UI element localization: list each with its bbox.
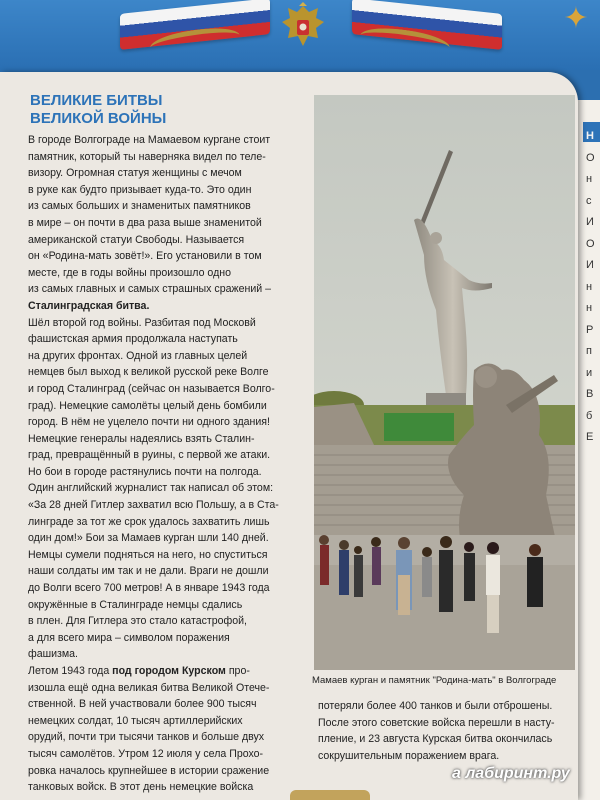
text-line: в руке как будто призывает куда-то. Это один [28, 183, 252, 196]
text-line: В городе Волгограде на Мамаевом кургане стоит [28, 134, 271, 146]
text-line: фашистская армия продолжала наступать [28, 333, 238, 346]
text-line: Немецкие генералы надеялись взять Сталин- [28, 432, 255, 445]
text-line: Один английский журналист так написал об этом: [28, 482, 274, 495]
side-letter: И [586, 259, 594, 271]
text-line: месте, где в годы войны произошло одно [28, 266, 231, 279]
text-line: изошла ещё одна великая битва Великой Отече- [28, 681, 270, 694]
text-line: город. В нём не уцелело почти ни одного здания! [28, 416, 270, 429]
text-line: из самых больших и знаменитых памятников [28, 200, 251, 213]
watermark: а лабиринт.ру [452, 765, 570, 782]
side-letter: н [586, 302, 593, 314]
side-letter: Е [586, 431, 594, 443]
top-banner [0, 0, 600, 70]
text-line: в мире – он почти в два раза выше знаменитой [28, 216, 262, 229]
text-line: сокрушительным поражением врага. [318, 749, 500, 762]
side-letter: Р [586, 323, 594, 336]
kursk-prefix: Летом 1943 года [28, 665, 113, 677]
text-line: ровка началось крупнейшее в истории сражение [28, 764, 270, 777]
bottom-ornament [290, 790, 370, 800]
side-letter: И [586, 216, 594, 228]
text-line: американской статуи Свободы. Называется [28, 233, 245, 246]
text-line-bold [28, 298, 318, 315]
text-line: и город Сталинград (сейчас он называется Волго- [28, 382, 275, 395]
text-line: Но бои в городе растянулись почти на полгода. [28, 465, 262, 478]
text-line: линграде за тот же срок удалось захватить лишь [28, 515, 270, 528]
text-line: в плен. Для Гитлера это стало катастрофой, [28, 615, 247, 628]
photo-caption: Мамаев курган и памятник "Родина-мать" в Волгограде [312, 675, 557, 686]
text-line: на других фронтах. Одной из главных целей [28, 349, 248, 362]
text-line: памятник, который ты наверняка видел по теле- [28, 150, 266, 163]
mamayev-kurgan-illustration [314, 95, 575, 670]
text-line: до Волги всего 700 метров! А в январе 1943 года [28, 582, 270, 595]
side-letter: В [586, 388, 594, 400]
side-letter: с [586, 194, 592, 207]
adjacent-heading-letter: Н [586, 130, 594, 142]
text-line: немецких солдат, 10 тысяч артиллерийских [28, 714, 243, 727]
memorial-photo [314, 95, 575, 670]
text-line: из самых главных и самых страшных сражений – [28, 283, 271, 296]
text-line: наши солдаты им так и не дали. Враги не дошли [28, 565, 269, 578]
section-heading [30, 92, 300, 128]
text-line: пление, и 23 августа Курская битва окончилась [318, 733, 553, 746]
side-letter: О [586, 237, 595, 250]
bold-kursk: под городом Курском [112, 665, 226, 677]
side-letter: п [586, 345, 592, 357]
heading-line-1: ВЕЛИКИЕ БИТВЫ [30, 92, 163, 109]
text-line: немцев был выход к великой русской реке Волге [28, 366, 269, 379]
adjacent-page-text [586, 126, 600, 449]
text-line: он «Родина-мать зовёт!». Его установили в том [28, 250, 262, 263]
text-line: Шёл второй год войны. Разбитая под Московй [28, 316, 256, 329]
coat-of-arms-icon [278, 2, 328, 58]
star-ornament-icon: ✦ [563, 2, 589, 35]
text-line: Немцы сумели подняться на него, но спуститься [28, 548, 268, 561]
text-line: «За 28 дней Гитлер захватил всю Польшу, а в Ста- [28, 499, 279, 512]
article-body [28, 132, 318, 796]
text-line: потеряли более 400 танков и были отброшены. [318, 700, 553, 712]
side-letter: и [586, 366, 593, 379]
text-line: град). Немецкие самолёты целый день бомбили [28, 399, 267, 412]
text-line: а для всего мира – символом поражения [28, 631, 230, 644]
text-line: град, превращённый в руины, с первой же атаки. [28, 449, 271, 462]
text-line: тысяч самолётов. Утром 12 июля у села Прохо- [28, 747, 264, 760]
bold-stalingrad: Сталинградская битва. [28, 299, 150, 312]
heading-line-2: ВЕЛИКОЙ ВОЙНЫ [30, 110, 167, 127]
text-line: окружённые в Сталинграде немцы сдались [28, 598, 243, 611]
article-continuation [318, 698, 578, 764]
text-line: танковых войск. В этот день немецкие войска [28, 781, 254, 794]
side-letter: О [586, 151, 595, 164]
text-line: орудий, почти три тысячи танков и больше двух [28, 731, 265, 744]
text-line-kursk [28, 663, 318, 680]
side-letter: б [586, 409, 593, 422]
text-line: визору. Огромная статуя женщины с мечом [28, 167, 242, 180]
side-letter: н [586, 173, 593, 185]
text-line: После этого советские войска перешли в насту- [318, 716, 555, 729]
kursk-suffix: про- [225, 665, 250, 677]
text-line: фашизма. [28, 648, 78, 661]
side-letter: н [586, 280, 593, 293]
text-line: ственной. В ней участвовали более 900 тысяч [28, 698, 257, 711]
text-line: один дом!» Бои за Мамаев курган шли 140 дней. [28, 532, 269, 545]
